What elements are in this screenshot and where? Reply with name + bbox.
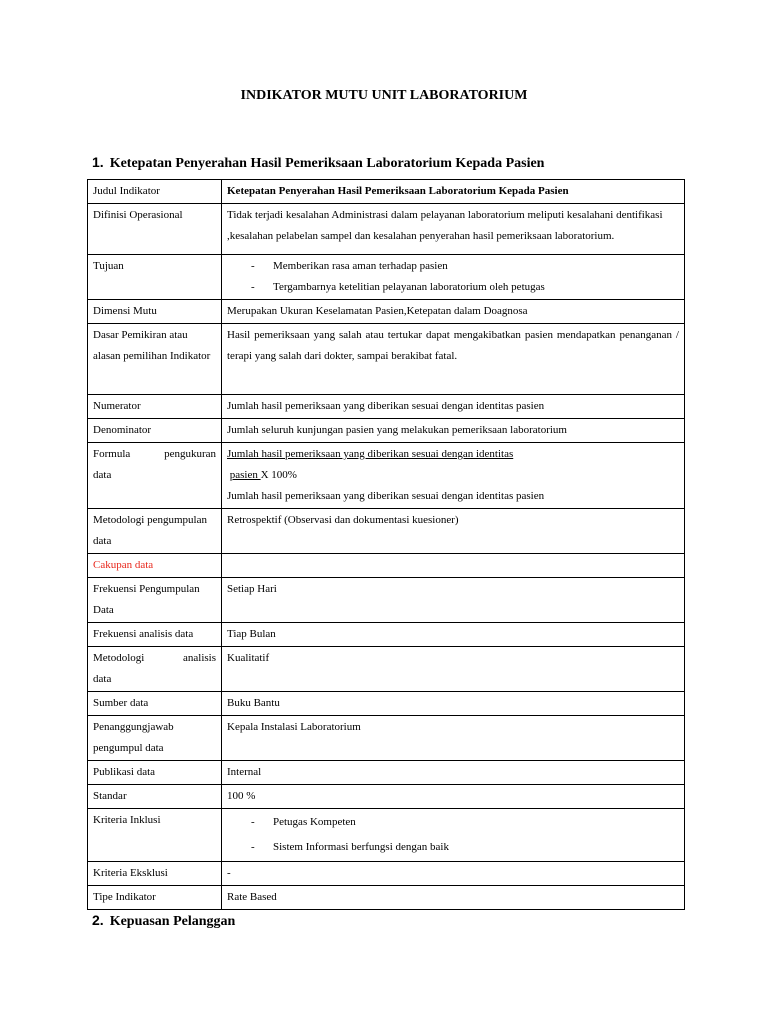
list-item: - Tergambarnya ketelitian pelayanan laboratorium oleh petugas bbox=[251, 277, 679, 298]
row-label: Kriteria Inklusi bbox=[88, 809, 222, 862]
list-item: - Memberikan rasa aman terhadap pasien bbox=[251, 256, 679, 277]
row-label: Denominator bbox=[88, 419, 222, 443]
label-line: data bbox=[93, 469, 112, 481]
label-line: data bbox=[93, 673, 112, 685]
row-label: Judul Indikator bbox=[88, 180, 222, 204]
row-label: Tujuan bbox=[88, 255, 222, 300]
row-label: Dimensi Mutu bbox=[88, 300, 222, 324]
bullet-list bbox=[227, 256, 679, 298]
table-row bbox=[88, 419, 685, 443]
list-item: - Sistem Informasi berfungsi dengan baik bbox=[251, 835, 679, 860]
row-value: Kepala Instalasi Laboratorium bbox=[222, 716, 685, 761]
formula-numerator: Jumlah hasil pemeriksaan yang diberikan sesuai dengan identitas bbox=[227, 448, 514, 460]
row-label: Difinisi Operasional bbox=[88, 204, 222, 255]
bullet-list bbox=[227, 810, 679, 860]
table-row bbox=[88, 692, 685, 716]
section-number: 2. bbox=[92, 912, 104, 928]
table-row bbox=[88, 204, 685, 255]
table-row bbox=[88, 395, 685, 419]
table-row bbox=[88, 255, 685, 300]
table-row bbox=[88, 509, 685, 554]
row-label bbox=[88, 647, 222, 692]
row-value bbox=[222, 443, 685, 509]
row-value: Rate Based bbox=[222, 886, 685, 910]
label-line: Metodologi analisis bbox=[93, 652, 216, 664]
formula-numerator-end: pasien bbox=[229, 469, 261, 481]
formula-multiplier: X 100% bbox=[260, 469, 297, 481]
table-row bbox=[88, 324, 685, 395]
table-row bbox=[88, 443, 685, 509]
section-title: Kepuasan Pelanggan bbox=[109, 914, 236, 929]
section-title: Ketepatan Penyerahan Hasil Pemeriksaan Laboratorium Kepada Pasien bbox=[109, 156, 545, 171]
table-row bbox=[88, 785, 685, 809]
row-label: Standar bbox=[88, 785, 222, 809]
formula-denominator: Jumlah hasil pemeriksaan yang diberikan sesuai dengan identitas pasien bbox=[227, 490, 545, 502]
row-label: Frekuensi Pengumpulan Data bbox=[88, 578, 222, 623]
row-label: Tipe Indikator bbox=[88, 886, 222, 910]
table-row bbox=[88, 716, 685, 761]
table-row bbox=[88, 761, 685, 785]
formula-line bbox=[227, 465, 679, 486]
table-row bbox=[88, 623, 685, 647]
table-row bbox=[88, 647, 685, 692]
table-row bbox=[88, 578, 685, 623]
row-label bbox=[88, 443, 222, 509]
row-value: Tiap Bulan bbox=[222, 623, 685, 647]
row-value: Hasil pemeriksaan yang salah atau tertukar dapat mengakibatkan pasien mendapatkan penanganan / terapi yang salah dari dokter, sampai berakibat fatal. bbox=[222, 324, 685, 395]
row-label: Publikasi data bbox=[88, 761, 222, 785]
section-heading-1 bbox=[92, 154, 544, 172]
row-value: Jumlah seluruh kunjungan pasien yang melakukan pemeriksaan laboratorium bbox=[222, 419, 685, 443]
row-value: Retrospektif (Observasi dan dokumentasi kuesioner) bbox=[222, 509, 685, 554]
row-label: Dasar Pemikiran atau alasan pemilihan Indikator bbox=[88, 324, 222, 395]
row-label: Kriteria Eksklusi bbox=[88, 862, 222, 886]
row-value bbox=[222, 554, 685, 578]
row-value: Merupakan Ukuran Keselamatan Pasien,Ketepatan dalam Doagnosa bbox=[222, 300, 685, 324]
list-item: - Petugas Kompeten bbox=[251, 810, 679, 835]
row-value: Setiap Hari bbox=[222, 578, 685, 623]
indicator-table bbox=[87, 179, 685, 910]
row-label: Sumber data bbox=[88, 692, 222, 716]
row-value: Tidak terjadi kesalahan Administrasi dalam pelayanan laboratorium meliputi kesalahani dentifikasi ,kesalahan pelabelan sampel dan kesalahan penyerahan hasil pemeriksaan laboratorium. bbox=[222, 204, 685, 255]
row-label: Frekuensi analisis data bbox=[88, 623, 222, 647]
row-value: Kualitatif bbox=[222, 647, 685, 692]
row-value: Jumlah hasil pemeriksaan yang diberikan sesuai dengan identitas pasien bbox=[222, 395, 685, 419]
table-row bbox=[88, 300, 685, 324]
table-row bbox=[88, 809, 685, 862]
table-row bbox=[88, 554, 685, 578]
table-row bbox=[88, 862, 685, 886]
row-label: Numerator bbox=[88, 395, 222, 419]
row-value: - bbox=[222, 862, 685, 886]
row-value: Ketepatan Penyerahan Hasil Pemeriksaan Laboratorium Kepada Pasien bbox=[222, 180, 685, 204]
row-value: Internal bbox=[222, 761, 685, 785]
page-title: INDIKATOR MUTU UNIT LABORATORIUM bbox=[240, 88, 528, 103]
label-line: Formula pengukuran bbox=[93, 448, 216, 460]
row-value: 100 % bbox=[222, 785, 685, 809]
row-label: Penanggungjawab pengumpul data bbox=[88, 716, 222, 761]
row-value bbox=[222, 809, 685, 862]
row-value bbox=[222, 255, 685, 300]
section-number: 1. bbox=[92, 154, 104, 170]
table-row bbox=[88, 180, 685, 204]
section-heading-2 bbox=[92, 912, 235, 930]
row-label: Metodologi pengumpulan data bbox=[88, 509, 222, 554]
table-row bbox=[88, 886, 685, 910]
row-label: Cakupan data bbox=[88, 554, 222, 578]
row-value: Buku Bantu bbox=[222, 692, 685, 716]
